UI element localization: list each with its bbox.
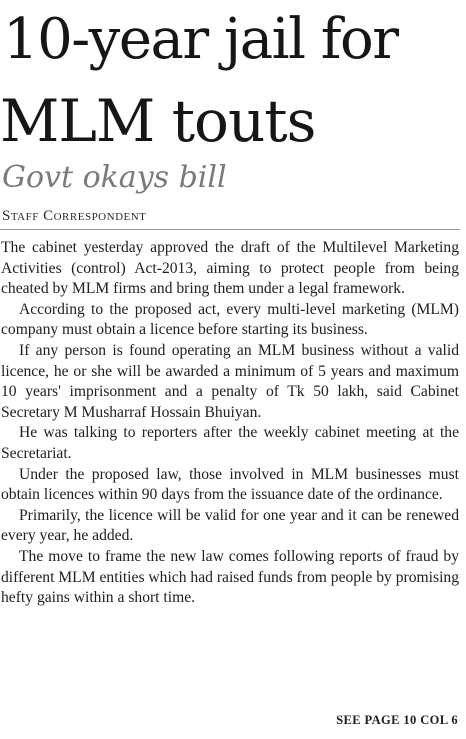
paragraph-4: He was talking to reporters after the weekly cabinet meeting at the Secretariat. bbox=[1, 424, 459, 462]
paragraph-1: The cabinet yesterday approved the draft of the Multilevel Marketing Activities (control) Act-2013, aiming to protect people from being cheated by MLM firms and bring them under a legal framework. bbox=[1, 239, 459, 298]
article-body bbox=[1, 238, 459, 609]
headline-line-1: 10-year jail for bbox=[3, 7, 398, 72]
paragraph-7: The move to frame the new law comes following reports of fraud by different MLM entities which had raised funds from people by promising hefty gains within a short time. bbox=[1, 547, 459, 607]
byline-divider bbox=[0, 229, 460, 230]
subheadline: Govt okays bill bbox=[2, 160, 227, 195]
paragraph-3: If any person is found operating an MLM business without a valid licence, he or she will be awarded a minimum of 5 years and maximum 10 years' imprisonment and a penalty of Tk 50 lakh, said Cabinet Secretary M Musharraf Hossain Bhuiyan. bbox=[1, 341, 459, 421]
headline-line-2: MLM touts bbox=[0, 87, 316, 155]
paragraph-6: Primarily, the licence will be valid for one year and it can be renewed every year, he added. bbox=[1, 506, 459, 545]
paragraph-5: Under the proposed law, those involved in MLM businesses must obtain licences within 90 days from the issuance date of the ordinance. bbox=[1, 465, 459, 504]
byline: Staff Correspondent bbox=[2, 208, 147, 224]
continuation-note: SEE PAGE 10 COL 6 bbox=[336, 713, 458, 727]
paragraph-2: According to the proposed act, every multi-level marketing (MLM) company must obtain a licence before starting its business. bbox=[1, 300, 459, 339]
